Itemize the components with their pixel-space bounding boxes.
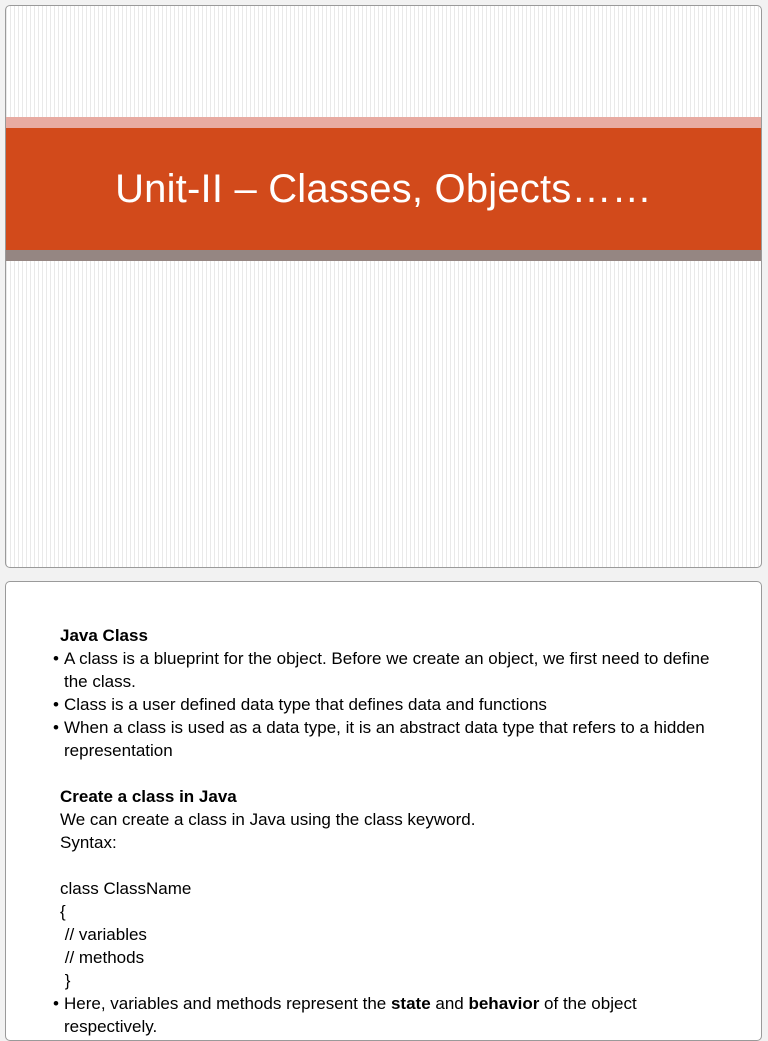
bullet-item: [53, 693, 733, 716]
content-slide: [5, 581, 762, 1041]
title-band-bottom-stripe: [6, 250, 761, 261]
code-line: }: [60, 971, 71, 990]
title-band-top-stripe: [6, 117, 761, 128]
title-slide: [5, 5, 762, 568]
bullet-marker: •: [53, 649, 59, 668]
bullet-text: A class is a blueprint for the object. Before we create an object, we first need to define the class.: [64, 649, 710, 691]
bullet-text-part: of the object respectively.: [64, 994, 637, 1036]
slide-title: Unit-II – Classes, Objects……: [115, 166, 652, 211]
bullet-marker: •: [53, 695, 59, 714]
state-keyword: state: [390, 994, 431, 1013]
code-line: {: [60, 902, 66, 921]
behavior-keyword: behavior: [468, 994, 540, 1013]
syntax-label: Syntax:: [60, 833, 117, 852]
bullet-text-part: Here, variables and methods represent the: [64, 994, 391, 1013]
spacer: [53, 854, 733, 877]
bullet-marker: •: [53, 718, 59, 737]
bullet-text: [64, 992, 733, 1038]
bullet-item: [53, 992, 733, 1038]
bullet-text-part: and: [430, 994, 469, 1013]
slide-content: [53, 624, 733, 1038]
spacer: [53, 762, 733, 785]
bullet-text: When a class is used as a data type, it is an abstract data type that refers to a hidden representation: [64, 718, 705, 760]
code-line: // variables: [60, 925, 147, 944]
bullet-item: [53, 716, 733, 762]
create-class-description: We can create a class in Java using the class keyword.: [60, 810, 476, 829]
code-line: class ClassName: [60, 879, 192, 898]
java-class-heading: Java Class: [60, 626, 148, 645]
title-band: [6, 128, 761, 250]
create-class-heading: Create a class in Java: [60, 787, 237, 806]
bullet-item: [53, 647, 733, 693]
bullet-marker: •: [53, 994, 59, 1013]
bullet-text: Class is a user defined data type that defines data and functions: [64, 695, 547, 714]
code-line: // methods: [60, 948, 145, 967]
